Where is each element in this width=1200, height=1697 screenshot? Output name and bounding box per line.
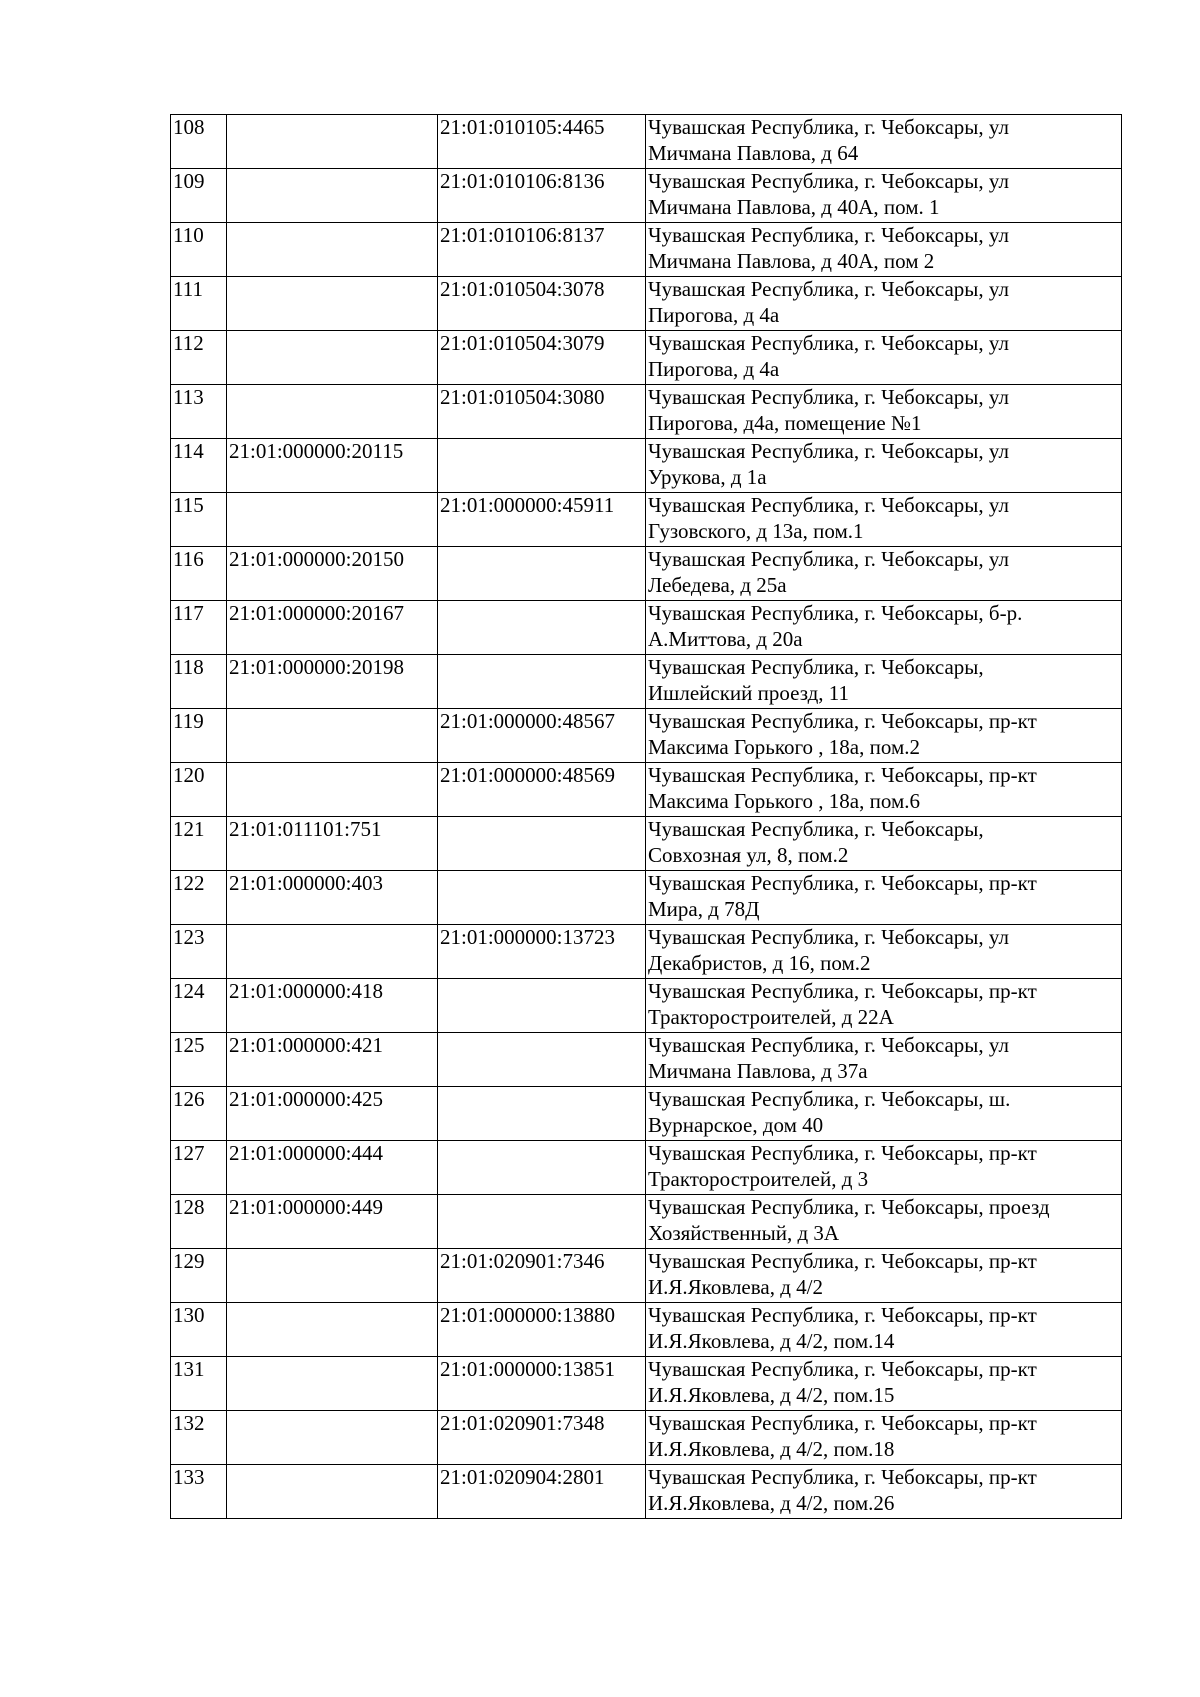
row-number-cell: 132 <box>171 1411 227 1465</box>
table-row <box>171 439 1122 493</box>
address-line-1: Чувашская Республика, г. Чебоксары, ул <box>648 1033 1009 1057</box>
row-number-cell: 118 <box>171 655 227 709</box>
address-line-1: Чувашская Республика, г. Чебоксары, ул <box>648 493 1009 517</box>
row-number-cell: 123 <box>171 925 227 979</box>
address-line-1: Чувашская Республика, г. Чебоксары, пр-кт <box>648 979 1037 1003</box>
table-row <box>171 1033 1122 1087</box>
table-row <box>171 115 1122 169</box>
address-cell <box>646 1249 1122 1303</box>
address-cell <box>646 439 1122 493</box>
address-line-1: Чувашская Республика, г. Чебоксары, ул <box>648 277 1009 301</box>
land-cadastral-number-cell <box>227 331 438 385</box>
registry-table-body <box>171 115 1122 1519</box>
address-line-1: Чувашская Республика, г. Чебоксары, пр-кт <box>648 1465 1037 1489</box>
address-line-1: Чувашская Республика, г. Чебоксары, ул <box>648 547 1009 571</box>
land-cadastral-number-cell <box>227 169 438 223</box>
land-cadastral-number-cell <box>227 925 438 979</box>
building-cadastral-number-cell <box>438 655 646 709</box>
address-line-2: Пирогова, д4а, помещение №1 <box>648 410 922 435</box>
table-row <box>171 979 1122 1033</box>
table-row <box>171 817 1122 871</box>
building-cadastral-number-cell: 21:01:010504:3080 <box>438 385 646 439</box>
address-line-2: Хозяйственный, д 3А <box>648 1220 840 1245</box>
land-cadastral-number-cell <box>227 709 438 763</box>
address-cell <box>646 277 1122 331</box>
land-cadastral-number-cell <box>227 1411 438 1465</box>
address-line-2: И.Я.Яковлева, д 4/2, пом.26 <box>648 1490 895 1515</box>
address-line-2: Совхозная ул, 8, пом.2 <box>648 842 849 867</box>
row-number-cell: 133 <box>171 1465 227 1519</box>
table-row <box>171 1249 1122 1303</box>
address-cell <box>646 1141 1122 1195</box>
table-row <box>171 709 1122 763</box>
land-cadastral-number-cell: 21:01:000000:20198 <box>227 655 438 709</box>
land-cadastral-number-cell: 21:01:000000:20150 <box>227 547 438 601</box>
building-cadastral-number-cell: 21:01:000000:13723 <box>438 925 646 979</box>
address-cell <box>646 817 1122 871</box>
property-registry-table <box>170 114 1122 1519</box>
table-row <box>171 1195 1122 1249</box>
address-cell <box>646 1411 1122 1465</box>
address-cell <box>646 115 1122 169</box>
table-row <box>171 493 1122 547</box>
address-line-2: Вурнарское, дом 40 <box>648 1112 824 1137</box>
building-cadastral-number-cell: 21:01:000000:48569 <box>438 763 646 817</box>
address-line-2: Тракторостроителей, д 22А <box>648 1004 894 1029</box>
building-cadastral-number-cell <box>438 601 646 655</box>
land-cadastral-number-cell <box>227 1465 438 1519</box>
address-line-2: Гузовского, д 13а, пом.1 <box>648 518 864 543</box>
land-cadastral-number-cell: 21:01:000000:403 <box>227 871 438 925</box>
table-row <box>171 223 1122 277</box>
address-cell <box>646 979 1122 1033</box>
address-line-2: И.Я.Яковлева, д 4/2, пом.15 <box>648 1382 895 1407</box>
address-cell <box>646 385 1122 439</box>
row-number-cell: 108 <box>171 115 227 169</box>
address-cell <box>646 763 1122 817</box>
building-cadastral-number-cell <box>438 871 646 925</box>
table-row <box>171 169 1122 223</box>
address-line-2: И.Я.Яковлева, д 4/2, пом.14 <box>648 1328 895 1353</box>
address-line-1: Чувашская Республика, г. Чебоксары, пр-кт <box>648 1411 1037 1435</box>
land-cadastral-number-cell <box>227 763 438 817</box>
address-cell <box>646 1087 1122 1141</box>
table-row <box>171 655 1122 709</box>
land-cadastral-number-cell: 21:01:000000:20167 <box>227 601 438 655</box>
address-line-2: Мичмана Павлова, д 40А, пом 2 <box>648 248 935 273</box>
address-line-2: Ишлейский проезд, 11 <box>648 680 850 705</box>
address-cell <box>646 331 1122 385</box>
address-cell <box>646 709 1122 763</box>
address-line-1: Чувашская Республика, г. Чебоксары, пр-кт <box>648 763 1037 787</box>
building-cadastral-number-cell: 21:01:010504:3078 <box>438 277 646 331</box>
address-cell <box>646 1465 1122 1519</box>
table-row <box>171 331 1122 385</box>
table-row <box>171 871 1122 925</box>
land-cadastral-number-cell: 21:01:011101:751 <box>227 817 438 871</box>
building-cadastral-number-cell: 21:01:010504:3079 <box>438 331 646 385</box>
building-cadastral-number-cell: 21:01:010106:8136 <box>438 169 646 223</box>
table-row <box>171 277 1122 331</box>
building-cadastral-number-cell <box>438 547 646 601</box>
table-row <box>171 1411 1122 1465</box>
row-number-cell: 122 <box>171 871 227 925</box>
address-line-1: Чувашская Республика, г. Чебоксары, ул <box>648 385 1009 409</box>
land-cadastral-number-cell: 21:01:000000:418 <box>227 979 438 1033</box>
row-number-cell: 129 <box>171 1249 227 1303</box>
address-cell <box>646 1357 1122 1411</box>
address-cell <box>646 1195 1122 1249</box>
address-line-1: Чувашская Республика, г. Чебоксары, <box>648 655 984 679</box>
address-line-1: Чувашская Республика, г. Чебоксары, пр-кт <box>648 871 1037 895</box>
address-cell <box>646 871 1122 925</box>
building-cadastral-number-cell <box>438 817 646 871</box>
row-number-cell: 117 <box>171 601 227 655</box>
address-line-1: Чувашская Республика, г. Чебоксары, ул <box>648 439 1009 463</box>
row-number-cell: 126 <box>171 1087 227 1141</box>
building-cadastral-number-cell <box>438 979 646 1033</box>
address-line-2: Максима Горького , 18а, пом.6 <box>648 788 920 813</box>
building-cadastral-number-cell <box>438 1033 646 1087</box>
building-cadastral-number-cell <box>438 1087 646 1141</box>
address-line-1: Чувашская Республика, г. Чебоксары, ш. <box>648 1087 1011 1111</box>
building-cadastral-number-cell: 21:01:020901:7348 <box>438 1411 646 1465</box>
address-line-2: Тракторостроителей, д 3 <box>648 1166 869 1191</box>
land-cadastral-number-cell <box>227 1249 438 1303</box>
table-row <box>171 385 1122 439</box>
row-number-cell: 110 <box>171 223 227 277</box>
address-line-1: Чувашская Республика, г. Чебоксары, пр-кт <box>648 709 1037 733</box>
building-cadastral-number-cell <box>438 1141 646 1195</box>
building-cadastral-number-cell <box>438 439 646 493</box>
address-line-1: Чувашская Республика, г. Чебоксары, ул <box>648 223 1009 247</box>
land-cadastral-number-cell <box>227 1357 438 1411</box>
table-row <box>171 601 1122 655</box>
building-cadastral-number-cell <box>438 1195 646 1249</box>
address-cell <box>646 493 1122 547</box>
land-cadastral-number-cell: 21:01:000000:444 <box>227 1141 438 1195</box>
address-line-2: Мичмана Павлова, д 37а <box>648 1058 868 1083</box>
row-number-cell: 131 <box>171 1357 227 1411</box>
address-line-1: Чувашская Республика, г. Чебоксары, ул <box>648 925 1009 949</box>
address-line-2: Декабристов, д 16, пом.2 <box>648 950 871 975</box>
row-number-cell: 115 <box>171 493 227 547</box>
address-line-2: А.Миттова, д 20а <box>648 626 803 651</box>
address-line-2: Пирогова, д 4а <box>648 356 780 381</box>
land-cadastral-number-cell <box>227 223 438 277</box>
row-number-cell: 121 <box>171 817 227 871</box>
address-line-2: Мичмана Павлова, д 40А, пом. 1 <box>648 194 940 219</box>
table-row <box>171 1141 1122 1195</box>
land-cadastral-number-cell <box>227 493 438 547</box>
row-number-cell: 119 <box>171 709 227 763</box>
address-cell <box>646 655 1122 709</box>
table-row <box>171 1357 1122 1411</box>
address-line-1: Чувашская Республика, г. Чебоксары, ул <box>648 115 1009 139</box>
row-number-cell: 125 <box>171 1033 227 1087</box>
address-line-1: Чувашская Республика, г. Чебоксары, пр-кт <box>648 1249 1037 1273</box>
address-line-2: Урукова, д 1а <box>648 464 767 489</box>
building-cadastral-number-cell: 21:01:010105:4465 <box>438 115 646 169</box>
address-cell <box>646 223 1122 277</box>
row-number-cell: 127 <box>171 1141 227 1195</box>
land-cadastral-number-cell <box>227 115 438 169</box>
row-number-cell: 116 <box>171 547 227 601</box>
table-row <box>171 547 1122 601</box>
table-row <box>171 1303 1122 1357</box>
row-number-cell: 111 <box>171 277 227 331</box>
table-row <box>171 925 1122 979</box>
land-cadastral-number-cell: 21:01:000000:20115 <box>227 439 438 493</box>
address-line-1: Чувашская Республика, г. Чебоксары, пр-кт <box>648 1303 1037 1327</box>
address-line-1: Чувашская Республика, г. Чебоксары, ул <box>648 169 1009 193</box>
address-line-2: Лебедева, д 25а <box>648 572 787 597</box>
address-line-2: Максима Горького , 18а, пом.2 <box>648 734 920 759</box>
building-cadastral-number-cell: 21:01:000000:13851 <box>438 1357 646 1411</box>
address-cell <box>646 547 1122 601</box>
land-cadastral-number-cell: 21:01:000000:421 <box>227 1033 438 1087</box>
address-line-1: Чувашская Республика, г. Чебоксары, проезд <box>648 1195 1050 1219</box>
row-number-cell: 109 <box>171 169 227 223</box>
address-line-2: Мичмана Павлова, д 64 <box>648 140 859 165</box>
address-line-1: Чувашская Республика, г. Чебоксары, пр-кт <box>648 1141 1037 1165</box>
row-number-cell: 124 <box>171 979 227 1033</box>
row-number-cell: 130 <box>171 1303 227 1357</box>
address-cell <box>646 169 1122 223</box>
building-cadastral-number-cell: 21:01:010106:8137 <box>438 223 646 277</box>
land-cadastral-number-cell <box>227 277 438 331</box>
address-line-2: И.Я.Яковлева, д 4/2, пом.18 <box>648 1436 895 1461</box>
address-cell <box>646 1303 1122 1357</box>
row-number-cell: 128 <box>171 1195 227 1249</box>
address-line-1: Чувашская Республика, г. Чебоксары, б-р. <box>648 601 1023 625</box>
address-cell <box>646 601 1122 655</box>
row-number-cell: 112 <box>171 331 227 385</box>
building-cadastral-number-cell: 21:01:000000:45911 <box>438 493 646 547</box>
row-number-cell: 114 <box>171 439 227 493</box>
table-row <box>171 1087 1122 1141</box>
building-cadastral-number-cell: 21:01:000000:48567 <box>438 709 646 763</box>
address-line-1: Чувашская Республика, г. Чебоксары, ул <box>648 331 1009 355</box>
address-line-1: Чувашская Республика, г. Чебоксары, <box>648 817 984 841</box>
address-line-2: Мира, д 78Д <box>648 896 760 921</box>
address-cell <box>646 925 1122 979</box>
land-cadastral-number-cell <box>227 385 438 439</box>
row-number-cell: 113 <box>171 385 227 439</box>
address-cell <box>646 1033 1122 1087</box>
building-cadastral-number-cell: 21:01:020904:2801 <box>438 1465 646 1519</box>
land-cadastral-number-cell: 21:01:000000:449 <box>227 1195 438 1249</box>
table-row <box>171 763 1122 817</box>
land-cadastral-number-cell <box>227 1303 438 1357</box>
building-cadastral-number-cell: 21:01:000000:13880 <box>438 1303 646 1357</box>
building-cadastral-number-cell: 21:01:020901:7346 <box>438 1249 646 1303</box>
table-row <box>171 1465 1122 1519</box>
address-line-2: Пирогова, д 4а <box>648 302 780 327</box>
address-line-2: И.Я.Яковлева, д 4/2 <box>648 1274 823 1299</box>
row-number-cell: 120 <box>171 763 227 817</box>
land-cadastral-number-cell: 21:01:000000:425 <box>227 1087 438 1141</box>
address-line-1: Чувашская Республика, г. Чебоксары, пр-кт <box>648 1357 1037 1381</box>
